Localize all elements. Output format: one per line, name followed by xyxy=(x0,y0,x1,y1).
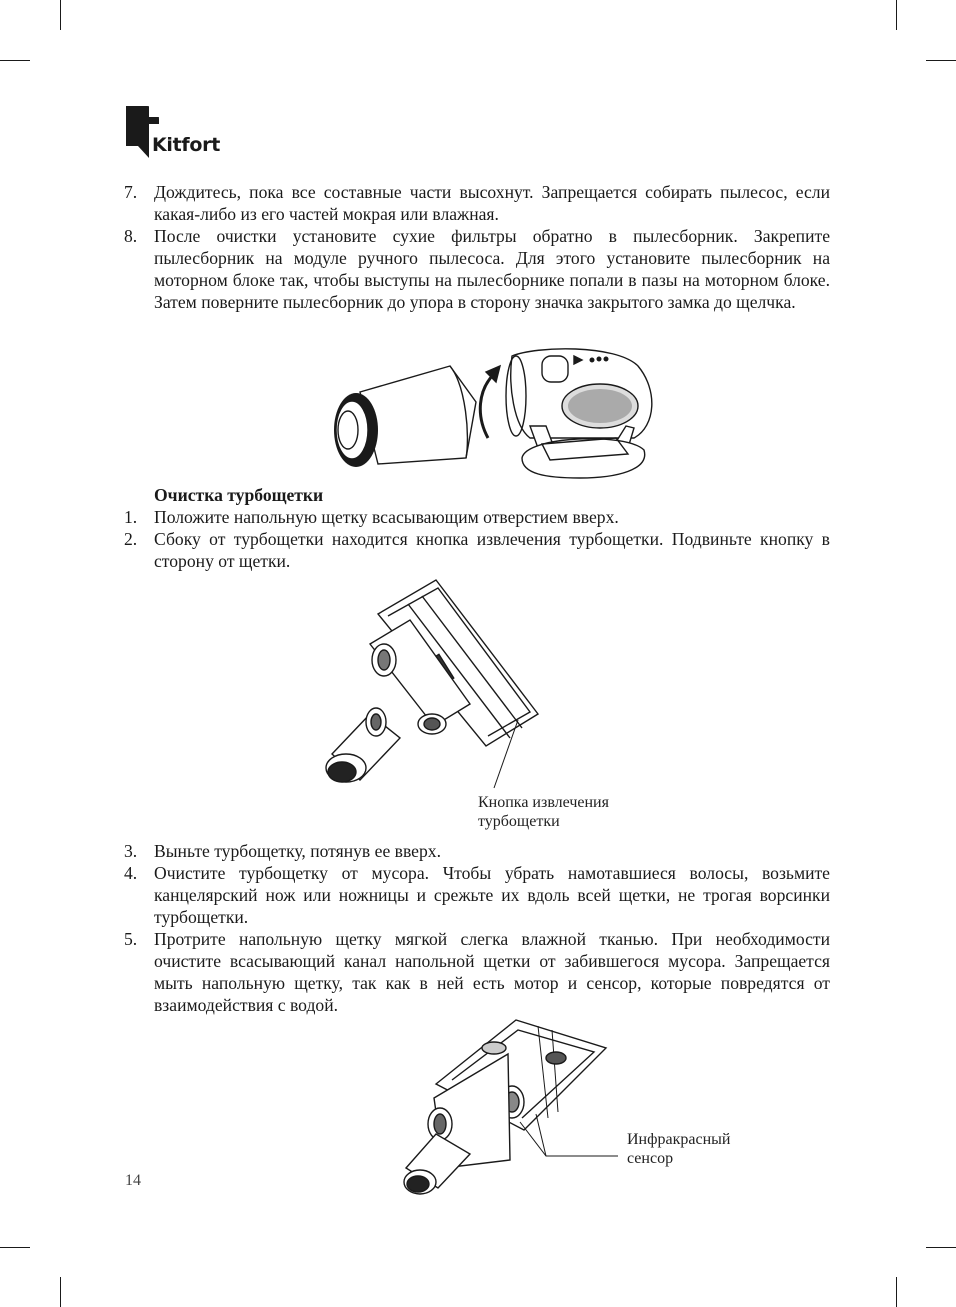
list-item xyxy=(124,862,830,928)
brand-name: Kitfort xyxy=(152,134,220,156)
item-number: 3. xyxy=(124,841,138,861)
item-number: 8. xyxy=(124,226,138,246)
crop-mark xyxy=(60,1277,61,1307)
item-number: 2. xyxy=(124,529,138,549)
instructions-block-2 xyxy=(124,484,830,572)
caption-line: турбощетки xyxy=(478,813,560,830)
crop-mark xyxy=(896,0,897,30)
item-text: Положите напольную щетку всасывающим отверстием вверх. xyxy=(154,507,619,527)
list-item xyxy=(124,528,830,572)
page-number: 14 xyxy=(125,1172,141,1189)
item-number: 4. xyxy=(124,863,138,883)
floor-brush-sensor-illustration xyxy=(398,1018,622,1196)
figure-caption xyxy=(627,1130,730,1168)
caption-line: сенсор xyxy=(627,1150,674,1167)
instructions-block-3 xyxy=(124,840,830,1016)
item-text: Протрите напольную щетку мягкой слегка влажной тканью. При необходимости очистите всасывающий канал напольной щетки от забившегося мусора. Запрещается мыть напольную щетку, так как в ней есть мотор и сенсор, которые повредятся от взаимодействия с водой. xyxy=(154,929,830,1015)
instructions-block-1 xyxy=(124,181,830,313)
caption-line: Инфракрасный xyxy=(627,1131,731,1148)
list-item xyxy=(124,506,830,528)
dust-container-assembly-illustration xyxy=(316,346,656,486)
crop-mark xyxy=(926,60,956,61)
item-text: После очистки установите сухие фильтры обратно в пылесборник. Закрепите пылесборник на модуле ручного пылесоса. Для этого установите пылесборник на моторном блоке так, чтобы выступы на пылесборнике попали в пазы на моторном блоке. Затем поверните пылесборник до упора в сторону значка закрытого замка до щелчка. xyxy=(154,226,830,312)
list-item xyxy=(124,840,830,862)
item-text: Дождитесь, пока все составные части высохнут. Запрещается собирать пылесос, если какая-либо из его частей мокрая или влажная. xyxy=(154,182,830,224)
item-text: Очистите турбощетку от мусора. Чтобы убрать намотавшиеся волосы, возьмите канцелярский нож или ножницы и срежьте их вдоль всей щетки, не трогая ворсинки турбощетки. xyxy=(154,863,830,927)
list-item xyxy=(124,225,830,313)
figure-caption xyxy=(478,793,609,831)
item-text: Сбоку от турбощетки находится кнопка извлечения турбощетки. Подвиньте кнопку в сторону от щетки. xyxy=(154,529,830,571)
crop-mark xyxy=(896,1277,897,1307)
crop-mark xyxy=(926,1247,956,1248)
item-number: 5. xyxy=(124,929,138,949)
item-number: 7. xyxy=(124,182,138,202)
crop-mark xyxy=(0,1247,30,1248)
crop-mark xyxy=(60,0,61,30)
caption-line: Кнопка извлечения xyxy=(478,794,609,811)
item-number: 1. xyxy=(124,507,138,527)
list-item xyxy=(124,181,830,225)
floor-brush-illustration xyxy=(310,574,570,796)
section-heading: Очистка турбощетки xyxy=(154,485,324,505)
crop-mark xyxy=(0,60,30,61)
item-text: Выньте турбощетку, потянув ее вверх. xyxy=(154,841,441,861)
list-item xyxy=(124,928,830,1016)
